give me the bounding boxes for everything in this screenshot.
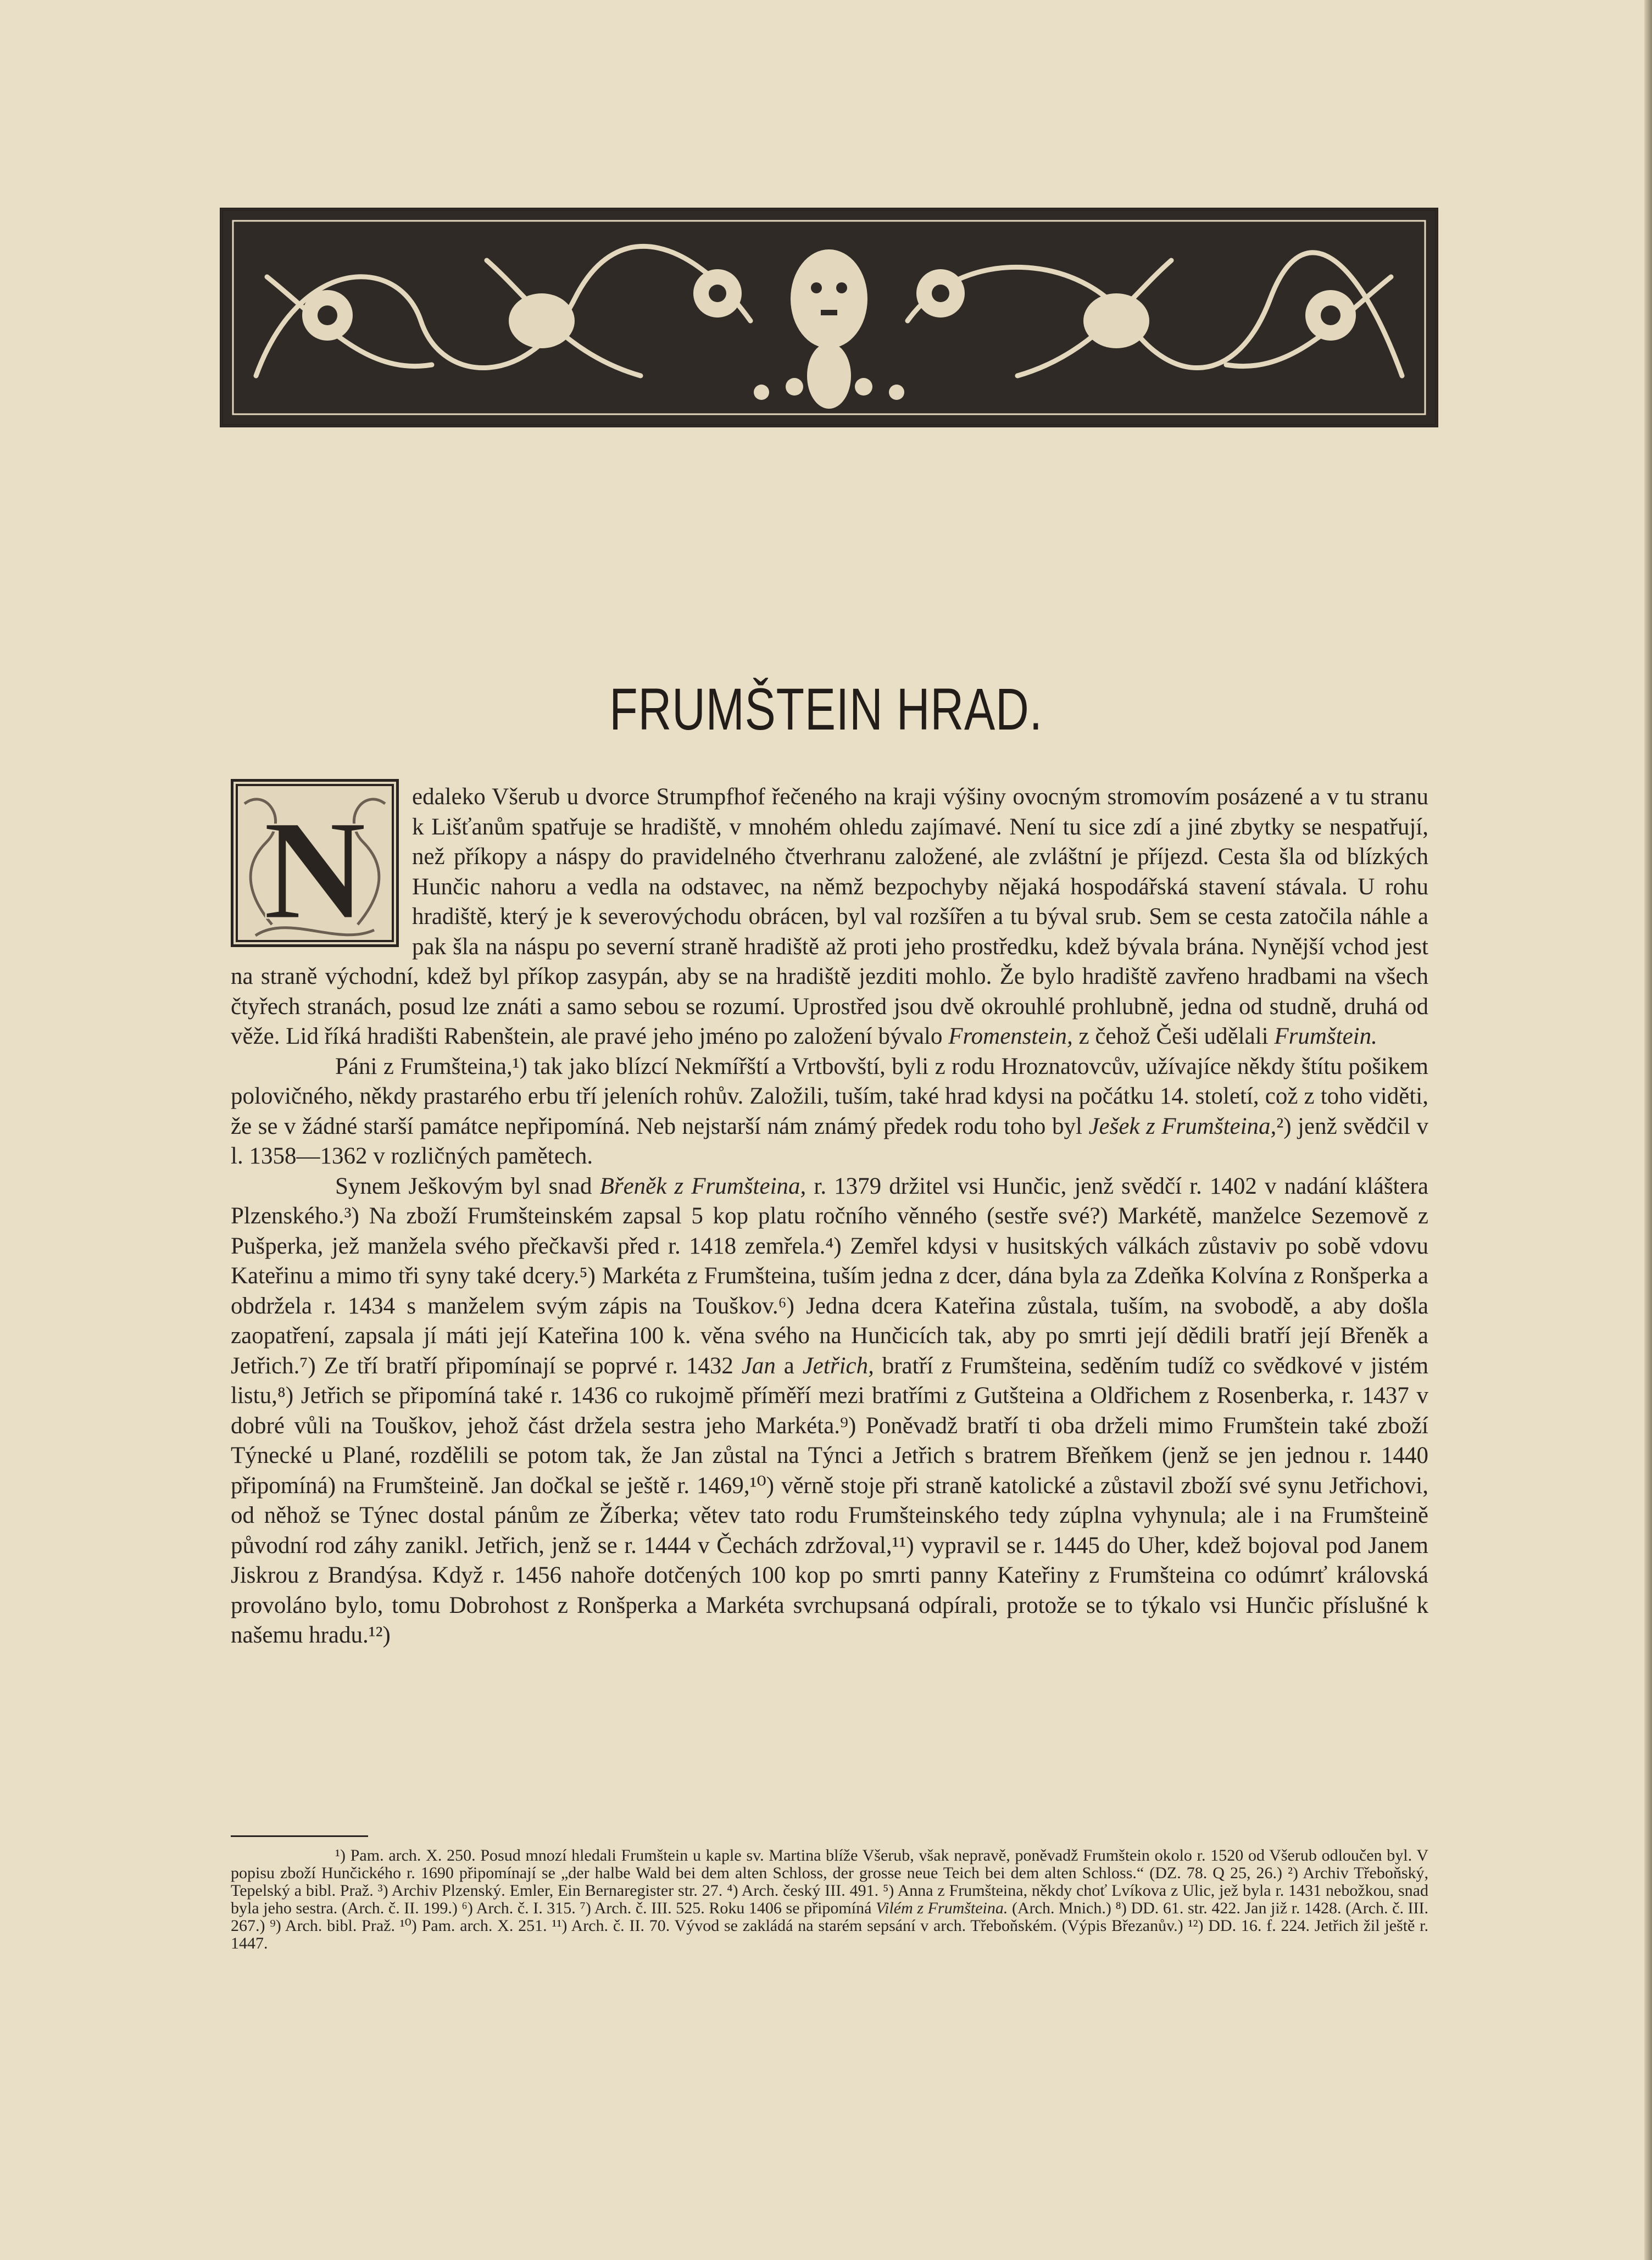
main-text bbox=[231, 782, 1428, 1651]
page-title: FRUMŠTEIN HRAD. bbox=[609, 676, 1043, 742]
paragraph-2: Páni z Frumšteina,¹) tak jako blízcí Nekmířští a Vrtbovští, byli z rodu Hroznatovcův, užívajíce někdy štítu pošikem polovičného, někdy prastarého erbu tří jeleních rohův. Založili, tuším, také hrad kdysi na počátku 14. století, což z toho viděti, že se v žádné starší památce nepřipomíná. Neb nejstarší nám známý předek rodu toho byl Ješek z Frumšteina,²) jenž svědčil v l. 1358—1362 v rozličných pamětech. bbox=[231, 1053, 1429, 1169]
footnotes: ¹) Pam. arch. X. 250. Posud mnozí hledali Frumštein u kaple sv. Martina blíže Všerub, však nepravě, poněvadž Frumštein okolo r. 1520 od Všerub odloučen byl. V popisu zboží Hunčického r. 1690 připomínají se „der halbe Wald bei dem alten Schloss, der grosse neue Teich bei dem alten Schloss.“ (DZ. 78. Q 25, 26.) ²) Archiv Třeboňský, Tepelský a bibl. Praž. ³) Archiv Plzenský. Emler, Ein Bernaregister str. 27. ⁴) Arch. český III. 491. ⁵) Anna z Frumšteina, někdy choť Lvíkova z Ulic, jež byla r. 1431 nebožkou, snad byla jeho sestra. (Arch. č. II. 199.) ⁶) Arch. č. I. 315. ⁷) Arch. č. III. 525. Roku 1406 se připomíná Vilém z Frumšteina. (Arch. Mnich.) ⁸) DD. 61. str. 422. Jan již r. 1428. (Arch. č. III. 267.) ⁹) Arch. bibl. Praž. ¹⁰) Pam. arch. X. 251. ¹¹) Arch. č. II. 70. Vývod se zakládá na starém sepsání v arch. Třeboňském. (Výpis Březanův.) ¹²) DD. 16. f. 224. Jetřich žil ještě r. 1447. bbox=[231, 1846, 1428, 1952]
paragraph-1: edaleko Všerub u dvorce Strumpfhof řečeného na kraji výšiny ovocným stromovím posázené a v tu stranu k Lišťanům spatřuje se hradiště, v mnohém ohledu zajímavé. Není tu sice zdí a jiné zbytky se nespatřují, než příkopy a náspy do pravidelného čtverhranu založené, ale zvláštní je příjezd. Cesta šla od blízkých Hunčic nahoru a vedla na odstavec, na němž bezpochyby nějaká hospodářská stavení stávala. U rohu hradiště, který je k severovýchodu obrácen, byl val rozšířen a tu býval srub. Sem se cesta zatočila náhle a pak šla na náspu po severní straně hradiště až proti jeho prostředku, kdež bývala brána. Nynější vchod jest na straně východní, kdež byl příkop zasypán, aby se na hradiště jezditi mohlo. Že bylo hradiště zavřeno hradbami na všech čtyřech stranách, posud lze znáti a samo sebou se rozumí. Uprostřed jsou dvě okrouhlé prohlubně, jedna od studně, druhá od věže. Lid říká hradišti Rabenštein, ale pravé jeho jméno po založení bývalo Fromenstein, z čehož Češi udělali Frumštein. bbox=[231, 784, 1428, 1049]
decorative-header-ornament bbox=[220, 208, 1438, 427]
footnote-divider bbox=[231, 1835, 368, 1837]
ornament-icon bbox=[223, 211, 1435, 424]
paragraph-3: Synem Ješkovým byl snad Břeněk z Frumšteina, r. 1379 držitel vsi Hunčic, jenž svědčí r. 1402 v nadání kláštera Plzenského.³) Na zboží Frumšteinském zapsal 5 kop platu ročního věnného (sestře své?) Markétě, manželce Sezemově z Pušperka, jež manžela svého přečkavši před r. 1418 zemřela.⁴) Zemřel kdysi v husitských válkách zůstaviv po sobě vdovu Kateřinu a mimo tři syny také dcery.⁵) Markéta z Frumšteina, tuším jedna z dcer, dána byla za Zdeňka Kolvína z Ronšperka a obdržela r. 1434 s manželem svým zápis na Touškov.⁶) Jedna dcera Kateřina zůstala, tuším, na svobodě, a aby došla zaopatření, zapsala jí máti její Kateřina 100 k. věna svého na Hunčicích tak, aby po smrti její dědili bratří její Břeněk a Jetřich.⁷) Ze tří bratří připomínají se poprvé r. 1432 Jan a Jetřich, bratří z Frumšteina, seděním tudíž co svědkové v jistém listu,⁸) Jetřich se připomíná také r. 1436 co rukojmě příměří mezi bratřími z Gutšteina a Oldřichem z Rosenberka, r. 1437 v dobré vůli na Touškov, jehož část držela sestra jeho Markéta.⁹) Poněvadž bratří ti oba drželi mimo Frumštein také zboží Týnecké u Plané, rozdělili se potom tak, že Jan zůstal na Týnci a Jetřich s bratrem Břeňkem (jenž se jen jednou r. 1440 připomíná) na Frumšteině. Jan dočkal se ještě r. 1469,¹⁰) věrně stoje při straně katolické a zůstavil zboží své synu Jetřichovi, od něhož se Týnec dostal pánům ze Žíberka; větev tato rodu Frumšteinského tedy zúplna vyhynula; ale i na Frumšteině původní rod záhy zanikl. Jetřich, jenž se r. 1444 v Čechách zdržoval,¹¹) vypravil se r. 1445 do Uher, kdež bojoval pod Janem Jiskrou z Brandýsa. Když r. 1456 nahoře dotčených 100 kop po smrti panny Kateřiny z Frumšteina co odúmrť královská provoláno bylo, tomu Dobrohost z Ronšperka a Markéta svrchupsaná odpírali, protože se to týkalo vsi Hunčic příslušné k našemu hradu.¹²) bbox=[231, 1173, 1429, 1648]
svg-text:N: N bbox=[263, 791, 366, 944]
page-edge-shadow bbox=[1644, 0, 1652, 2260]
